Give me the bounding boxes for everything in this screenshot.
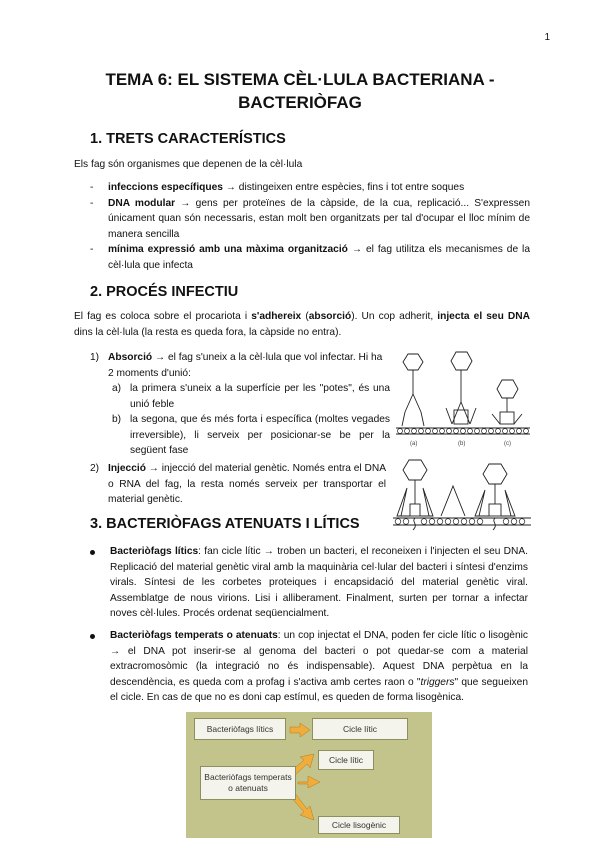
box-bacteriofags-temperats: Bacteriòfags temperats o atenuats [200, 766, 296, 800]
list-item [90, 180, 530, 196]
bullet-dot [90, 550, 95, 555]
intro-bold: absorció [308, 311, 352, 322]
intro-bold: s'adhereix [251, 311, 302, 322]
list-item [108, 381, 390, 412]
phage-head [483, 464, 507, 484]
arrow-right-icon [290, 723, 310, 737]
step-marker: 1) [90, 352, 100, 363]
figure-label-c: (c) [504, 441, 511, 447]
intro-text: El fag es coloca sobre el procariota i [74, 311, 252, 322]
bullet-text: : fan cicle lític → troben un bacteri, el reconeixen i l'injecten el seu DNA. Replicació del material genètic viral amb la maquinària cel·lular del bacteri i síntesi d'enzims virals. Síntesi de les corbetes proteiques i encapsidació del material genètic viral. Assemblatge de nous virions. Lisi i alliberament. Finalment, surten per tornar a infectar noves cèl·lules. Procés ordenat seqüencialment. [110, 546, 528, 619]
intro-text: ). Un cop adherit, [351, 311, 438, 322]
dash-marker: - [90, 182, 94, 193]
phage-head [497, 380, 518, 398]
item-term: DNA modular [108, 197, 176, 209]
section-3-heading: 3. BACTERIÒFAGS ATENUATS I LÍTICS [90, 516, 360, 532]
sub-marker: a) [112, 383, 122, 394]
phage-head [451, 352, 472, 370]
intro-text: ( [301, 311, 309, 322]
title-line-1: TEMA 6: EL SISTEMA CÈL·LULA BACTERIANA - [105, 70, 495, 89]
step-text: → el fag s'uneix a la cèl·lula que vol infectar. Hi ha 2 moments d'unió: [108, 352, 383, 379]
page-number: 1 [544, 32, 550, 43]
box-cicle-litic-top: Cicle lític [312, 718, 408, 740]
section-1-heading: 1. TRETS CARACTERÍSTICS [90, 131, 286, 147]
bullet-temperats [110, 628, 528, 706]
list-item [108, 412, 390, 459]
bullet-term: Bacteriòfags temperats o atenuats [110, 630, 278, 641]
phage-head [403, 354, 423, 370]
item-term: mínima expressió amb una màxima organització [108, 244, 348, 255]
step-marker: 2) [90, 463, 100, 474]
dash-marker: - [90, 197, 94, 209]
item-text: → gens per proteïnes de la càpside, de la cua, replicació... S'expressen únicament quan són necessaris, estan molt ben organitzats per tal d'ocupar el lloc mínim de manera sencilla [108, 197, 530, 240]
step-absorcio [90, 350, 390, 459]
item-text: → distingeixen entre espècies, fins i tot entre soques [222, 182, 465, 193]
sub-text: la segona, que és més forta i específica (moltes vegades irreversible), li serveix per posicionar-se be per la següent fase [130, 414, 390, 456]
section-1-intro: Els fag són organismes que depenen de la cèl·lula [74, 159, 303, 170]
figure-label-b: (b) [458, 441, 466, 447]
section-2-heading: 2. PROCÉS INFECTIU [90, 284, 239, 300]
document-title [60, 68, 540, 114]
section-2-intro [74, 309, 530, 340]
step-term: Absorció [108, 352, 153, 363]
bacteriophage-cycle-diagram [186, 712, 432, 838]
step-term: Injecció [108, 463, 146, 474]
list-item [90, 242, 530, 273]
step-text: → injecció del material genètic. Només entra el DNA o RNA del fag, la resta només serveix per transportar el material genètic. [108, 463, 387, 505]
bullet-dot [90, 634, 95, 639]
absorcio-sublist [108, 381, 390, 459]
figure-label-a: (a) [410, 441, 418, 447]
sub-text: la primera s'uneix a la superfície per les "potes", és una unió feble [130, 383, 390, 410]
step-injeccio [90, 461, 387, 508]
phage-attachment-figure [396, 350, 530, 448]
bullet-text: " que segueixen el cicle. En cas de que no es doni cap estímul, es queden de forma lisogènica. [110, 676, 528, 703]
arrow-right-icon [298, 776, 320, 788]
bullet-text: : un cop injectat el DNA, poden fer cicle lític o lisogènic → el DNA pot inserir-se al genoma del bacteri o pot quedar-se com a material extracromosòmic (la integració no és indispensable). Aquest DNA perpètua en la descendència, es queda com a profag i s'activa amb certes raon o " [110, 630, 528, 688]
intro-bold: injecta el seu DNA [437, 311, 530, 322]
sub-marker: b) [112, 414, 122, 425]
box-bacteriofags-litics: Bacteriòfags lítics [194, 718, 286, 740]
bullet-litics [110, 544, 528, 622]
phage-injection-figure [393, 458, 531, 532]
membrane [398, 429, 529, 434]
list-item [90, 196, 530, 243]
phage-head [403, 460, 427, 480]
intro-text: dins la cèl·lula (la resta es queda fora, la càpside no entra). [74, 326, 342, 338]
traits-list [90, 180, 530, 273]
item-text: → el fag utilitza els mecanismes de la cèl·lula que infecta [108, 244, 530, 271]
item-term: infeccions específiques [108, 182, 223, 193]
bullet-term: Bacteriòfags lítics [110, 546, 199, 557]
title-line-2: BACTERIÒFAG [238, 93, 362, 112]
box-cicle-litic: Cicle lític [318, 750, 374, 770]
box-cicle-lisogenic: Cicle lisogènic [318, 816, 400, 834]
bullet-italic: triggers [420, 676, 455, 688]
dash-marker: - [90, 244, 94, 255]
